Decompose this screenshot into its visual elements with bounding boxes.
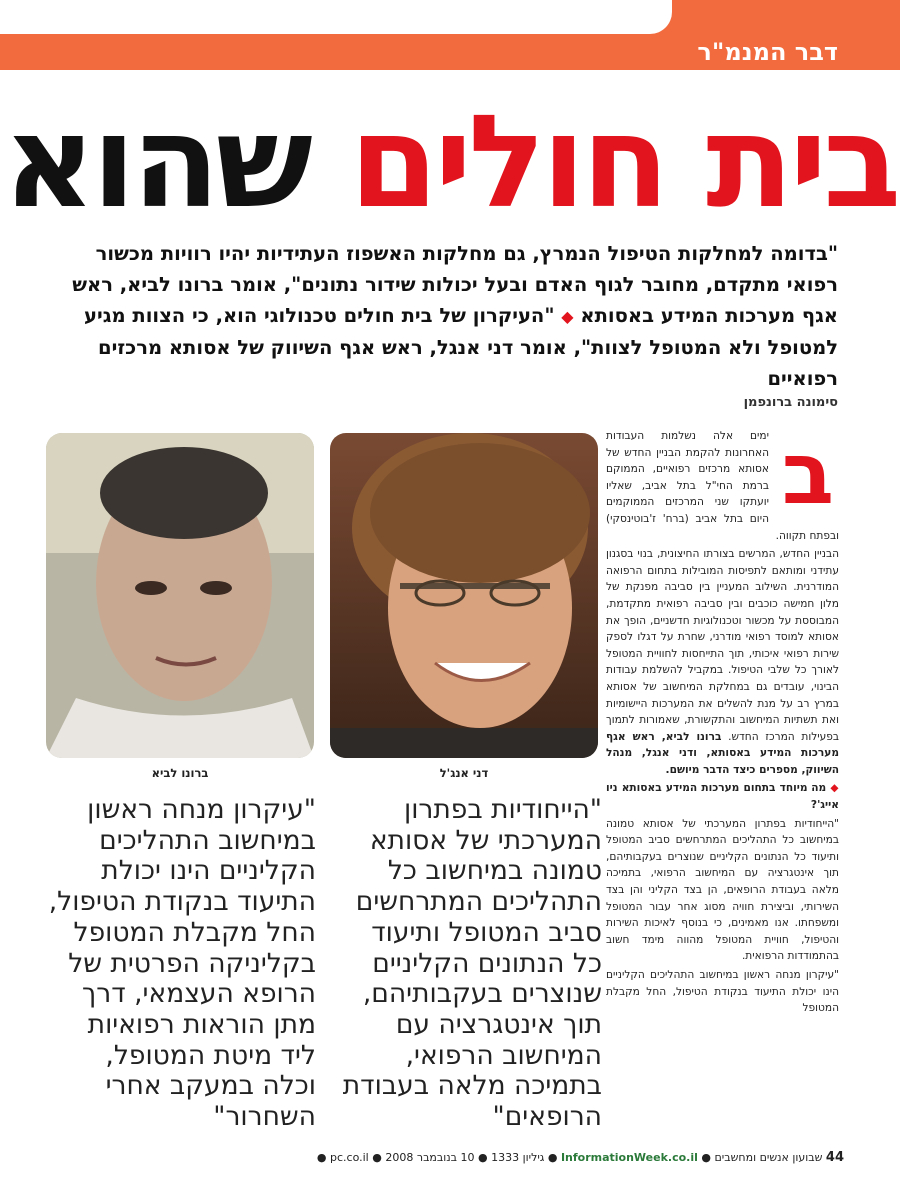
body-paragraph-4: "עיקרון מנחה ראשון במיחשוב התהליכים הקליניים הינו יכולת התיעוד בנקודת הטיפול, החל מקבלת המטופל (606, 969, 839, 1015)
lead-part-1: "בדומה למחלקות הטיפול הנמרץ, גם מחלקות האשפוז העתידיות יהיו רוויות מכשור רפואי מתקדם, מחובר לגוף האדם ובעל יכולות שידור נתונים", אומר ברונו לביא, ראש אגף מערכות המידע באסותא (72, 242, 838, 327)
body-column (606, 424, 839, 1019)
page-footer (317, 1150, 844, 1165)
caption-bruno-levi: ברונו לביא (151, 766, 209, 780)
footer-bullet-icon: ● (701, 1151, 711, 1164)
footer-date: 10 בנובמבר 2008 (385, 1151, 475, 1164)
drop-cap: ב (781, 424, 835, 524)
footer-site: InformationWeek.co.il (560, 1151, 698, 1164)
body-paragraph-2-names: ברונו לביא, ראש אגף מערכות המידע באסותא, ודני אנגל, מנהל השיווק, מספרים כיצד הדבר מיושם. (606, 730, 839, 776)
section-label: דבר המנמ"ר (697, 38, 838, 66)
lead-diamond-icon: ◆ (561, 307, 574, 326)
caption-dani-angel: דני אנג'ל (439, 766, 489, 780)
headline (0, 88, 900, 238)
footer-bullet-icon: ● (372, 1151, 382, 1164)
body-paragraph-3: "הייחודיות בפתרון המערכתי של אסותא טמונה במיחשוב כל התהליכים המתרחשים סביב המטופל ותיעוד כל הנתונים הקליניים שנוצרים בעקבותיהם, תוך אינטגרציה עם המיחשוב הרפואי, בתמיכה מלאה בעבודת הרופאים, הן בצד הקליני והן בצד השירותי, וביצירת חוויה מסוג אחר עבור המטופל ומשפחתו. אנו מאמינים, כי בנוסף לאיכות השירות והטיפול, חוויית המטופל מהווה מימד חשוב בהתמודדות הרפואית. (606, 817, 839, 963)
photo-dani-angel (330, 433, 598, 758)
body-paragraph-2-text: הבניין החדש, המרשים בצורתו החיצונית, בנוי בסגנון עתידני ומותאם לתפיסות המובילות בתחום הרפואה המודרנית. השילוב המעניין בין סביבה מפנקת של מלון חמישה כוכבים ובין סביבה רפואית מתקדמת, המבוססת על מכשור וטכנולוגיות חדשניים, הופך את אסותא למוסד רפואי מודרני, שחרת על דגלו לספק שירות רפואי איכותי, תוך התייחסות לחוויית המטופל לאורך כל שלבי הטיפול. במקביל להשלמת עבודות הבינוי, עובדים גם במחלקת המיחשוב של אסותא במרץ רב על מנת להשלים את המערכות היישומיות ואת תשתיות המיחשוב והתקשורת, שאמורות לתמוך בפעילות המרכז החדש. (606, 548, 839, 743)
photo-bruno-levi (46, 433, 314, 758)
author-byline: סימונה ברונפמן (743, 395, 838, 410)
lead-part-2: "העיקרון של בית חולים טכנולוגי הוא, כי הצוות מגיע למטופל ולא המטופל לצוות", אומר דני אנגל, ראש אגף השיווק של אסותא מרכזים רפואיים (84, 304, 838, 390)
footer-bullet-icon: ● (478, 1151, 488, 1164)
body-paragraph-2 (606, 546, 839, 778)
footer-publication: שבועון אנשים ומחשבים (714, 1151, 823, 1164)
headline-black: שהוא (2, 88, 309, 237)
pull-quote-right: "הייחודיות בפתרון המערכתי של אסותא טמונה במיחשוב כל התהליכים המתרחשים סביב המטופל ותיעוד כל הנתונים הקליניים שנוצרים בעקבותיהם, תוך אינטגרציה עם המיחשוב הרפואי, בתמיכה מלאה בעבודת הרופאים" (342, 794, 602, 1133)
footer-issue: גיליון 1333 (491, 1151, 545, 1164)
footer-bullet-icon: ● (316, 1151, 327, 1164)
body-paragraph-1: ימים אלה נשלמות העבודות האחרונות להקמת הבניין החדש של אסותא מרכזים רפואיים, הממוקם ברמת החי"ל בתל אביב, שאליו יועתקו שני המרכזים הממוקמים היום בתל אביב (ברח' ז'בוטינסקי) ובפתח תקווה. (606, 430, 839, 542)
footer-bullet-icon: ● (547, 1151, 558, 1164)
interview-question-text: מה מיוחד בתחום מערכות המידע באסותא ניו אייג'? (606, 782, 839, 812)
lead-paragraph (48, 238, 838, 394)
header-band-cutout (0, 0, 672, 34)
headline-red: בית חולים (349, 88, 898, 237)
footer-url: pc.co.il (330, 1151, 369, 1164)
question-diamond-icon: ◆ (830, 782, 839, 795)
pull-quote-left: "עיקרון מנחה ראשון במיחשוב התהליכים הקליניים הינו יכולת התיעוד בנקודת הטיפול, החל מקבלת המטופל בקליניקה הפרטית של הרופא העצמאי, דרך מתן הוראות רפואיות ליד מיטת המטופל, וכלה במעקב אחרי השחרור" (48, 794, 316, 1133)
interview-question (606, 780, 839, 813)
page-number: 44 (825, 1150, 844, 1165)
